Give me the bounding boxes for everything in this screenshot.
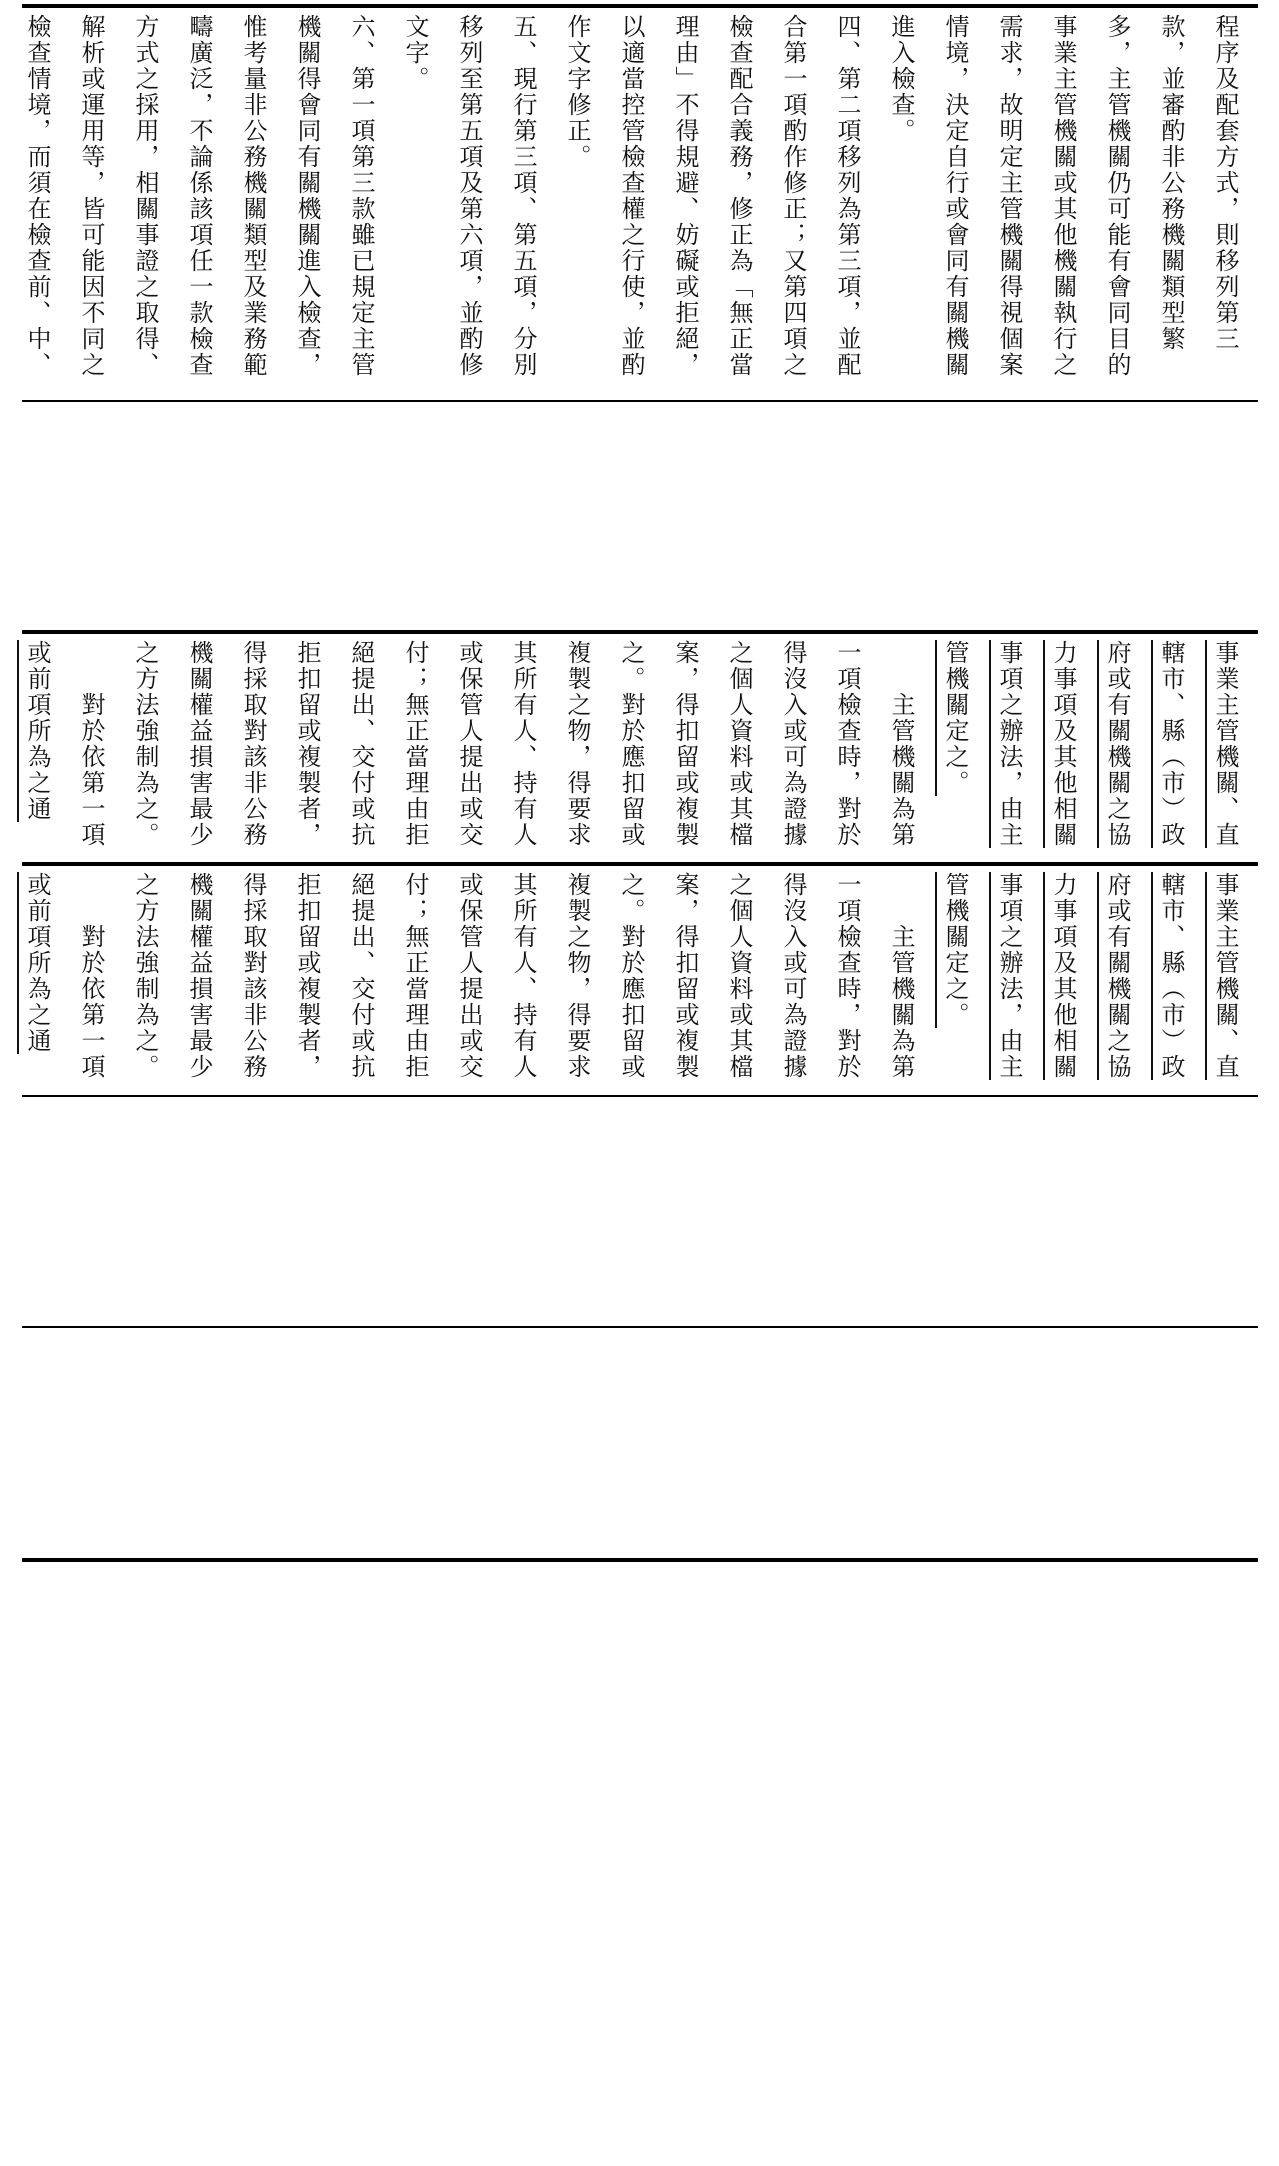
current-article-text: [23, 872, 1252, 1094]
amended-body: 主管機關為第一項檢查時，對於得沒入或可為證據之個人資料或其檔案，得扣留或複製之。對於應扣留或複製之物，得要求其所有人、持有人或保管人提出或交付；無正當理由拒絕提出、交付或抗拒扣留或複製者，得採取對該非公務機關權益損害最少之方法強制為之。 對於依第一項: [77, 640, 915, 848]
explanation-block: [23, 14, 1252, 394]
amended-underlined-lead: 事業主管機關、直轄市、縣（市）政府或有關機關之協力事項及其他相關事項之辦法，由主管機關定之。: [941, 640, 1239, 848]
current-underlined-lead: 事業主管機關、直轄市、縣（市）政府或有關機關之協力事項及其他相關事項之辦法，由主管機關定之。: [941, 872, 1239, 1080]
blank-cell-3: [28, 1330, 1252, 1556]
blank-cell-2: [28, 1099, 1252, 1325]
blank-cell-1: [28, 404, 1252, 630]
current-article-block: [23, 872, 1252, 1094]
amended-article-text: [23, 640, 1252, 860]
amended-article-block: [23, 640, 1252, 860]
amended-underlined-tail: 或前項所為之通: [23, 640, 51, 822]
current-body: 主管機關為第一項檢查時，對於得沒入或可為證據之個人資料或其檔案，得扣留或複製之。對於應扣留或複製之物，得要求其所有人、持有人或保管人提出或交付；無正當理由拒絕提出、交付或抗拒扣留或複製者，得採取對該非公務機關權益損害最少之方法強制為之。 對於依第一項: [77, 872, 915, 1080]
section-divider-5: [22, 1326, 1258, 1328]
current-underlined-tail: 或前項所為之通: [23, 872, 51, 1054]
section-divider-3: [22, 862, 1258, 866]
explanation-text: 程序及配套方式，則移列第三款，並審酌非公務機關類型繁多，主管機關仍可能有會同目的事業主管機關或其他機關執行之需求，故明定主管機關得視個案情境，決定自行或會同有關機關進入檢查。 四、第二項移列為第三項，並配合第一項酌作修正；又第四項之檢查配合義務，修正為「無正當理由」不得規避、妨礙或拒絕，以適當控管檢查權之行使，並酌作文字修正。 五、現行第三項、第五項，分別移列至第五項及第六項，並酌修文字。 六、第一項第三款雖已規定主管機關得會同有關機關進入檢查，惟考量非公務機關類型及業務範疇廣泛，不論係該項任一款檢查方式之採用，相關事證之取得、解析或運用等，皆可能因不同之檢查情境，而須在檢查前、中、: [23, 14, 1239, 378]
section-divider-1: [22, 400, 1258, 402]
bottom-rule: [22, 1558, 1258, 1562]
section-divider-2: [22, 630, 1258, 634]
section-divider-4: [22, 1095, 1258, 1097]
top-rule: [22, 4, 1258, 8]
